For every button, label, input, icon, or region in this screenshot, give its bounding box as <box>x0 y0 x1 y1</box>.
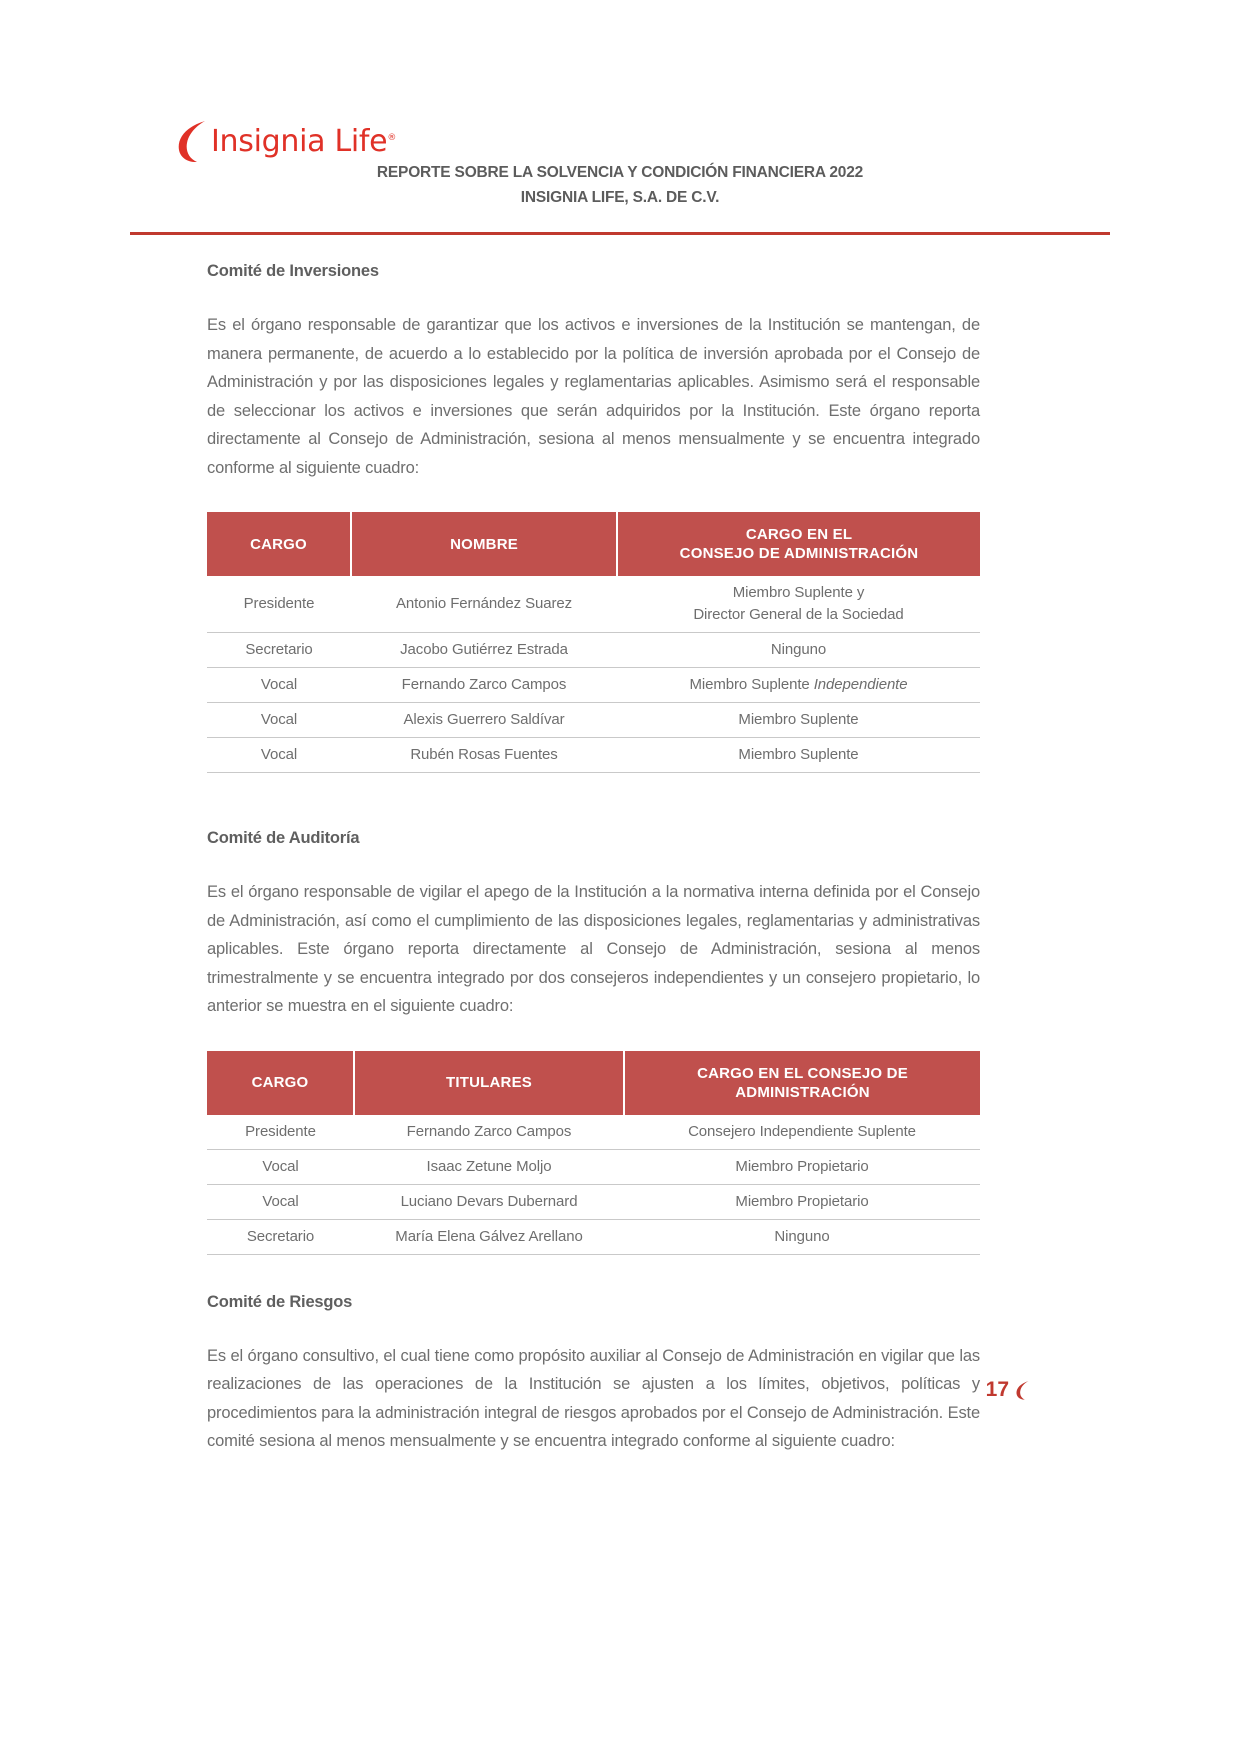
col-header-nombre: NOMBRE <box>351 512 617 576</box>
col-header-line-1: CARGO EN EL <box>745 526 853 543</box>
heading-comite-inversiones: Comité de Inversiones <box>207 262 379 280</box>
cell-titular: Isaac Zetune Moljo <box>354 1149 624 1184</box>
col-header-cargo: CARGO <box>207 1051 354 1115</box>
cell-cargo: Vocal <box>207 668 351 703</box>
cell-consejo-line-2: Director General de la Sociedad <box>693 606 904 623</box>
cell-cargo: Presidente <box>207 576 351 633</box>
cell-titular: Luciano Devars Dubernard <box>354 1184 624 1219</box>
cell-consejo: Ninguno <box>624 1219 980 1254</box>
col-header-line-2: CONSEJO DE ADMINISTRACIÓN <box>679 545 919 562</box>
table-row <box>207 668 980 703</box>
table-comite-auditoria <box>207 1051 980 1255</box>
cell-cargo: Vocal <box>207 738 351 773</box>
heading-comite-riesgos: Comité de Riesgos <box>207 1292 353 1311</box>
cell-cargo: Vocal <box>207 1184 354 1219</box>
table-header-row <box>207 1051 980 1115</box>
table-header-row <box>207 512 980 576</box>
col-header-line-1: CARGO EN EL CONSEJO DE <box>697 1064 908 1082</box>
table-row <box>207 576 980 633</box>
col-header-cargo-consejo <box>617 512 980 576</box>
cell-nombre: Alexis Guerrero Saldívar <box>351 703 617 738</box>
cell-cargo: Secretario <box>207 633 351 668</box>
cell-consejo: Ninguno <box>617 633 980 668</box>
cell-nombre: Jacobo Gutiérrez Estrada <box>351 633 617 668</box>
cell-consejo: Miembro Suplente <box>617 738 980 773</box>
cell-titular: Fernando Zarco Campos <box>354 1115 624 1150</box>
cell-consejo: Miembro Propietario <box>624 1184 980 1219</box>
header-title-line-2: INSIGNIA LIFE, S.A. DE C.V. <box>520 189 720 206</box>
paragraph-comite-inversiones: Es el órgano responsable de garantizar que los activos e inversiones de la Institución se mantengan, de manera permanente, de acuerdo a lo establecido por la política de inversión aprobada por el Consejo de Administración y por las disposiciones legales y reglamentarias aplicables. Asimismo será el responsable de seleccionar los activos e inversiones que serán adquiridos por la Institución. Este órgano reporta directamente al Consejo de Administración, sesiona al menos mensualmente y se encuentra integrado conforme al siguiente cuadro: <box>207 316 980 477</box>
cell-nombre: Fernando Zarco Campos <box>351 668 617 703</box>
page-number: 17 <box>985 1378 1009 1401</box>
page-content <box>207 262 980 1456</box>
col-header-cargo-consejo <box>624 1051 980 1115</box>
cell-cargo: Presidente <box>207 1115 354 1150</box>
paragraph-comite-auditoria: Es el órgano responsable de vigilar el apego de la Institución a la normativa interna definida por el Consejo de Administración, así como el cumplimiento de las disposiciones legales, reglamentarias y administrativas aplicables. Este órgano reporta directamente al Consejo de Administración, sesiona al menos trimestralmente y se encuentra integrado por dos consejeros independientes y un consejero propietario, lo anterior se muestra en el siguiente cuadro: <box>207 883 980 1015</box>
col-header-line-2: ADMINISTRACIÓN <box>735 1083 870 1101</box>
cell-consejo-italic: Independiente <box>813 676 908 693</box>
page-header <box>0 0 1240 270</box>
cell-consejo <box>617 668 980 703</box>
cell-nombre: Antonio Fernández Suarez <box>351 576 617 633</box>
logo-text <box>211 124 396 159</box>
table-row <box>207 1115 980 1150</box>
cell-nombre: Rubén Rosas Fuentes <box>351 738 617 773</box>
cell-cargo: Vocal <box>207 703 351 738</box>
cell-cargo: Vocal <box>207 1149 354 1184</box>
table-row <box>207 1219 980 1254</box>
cell-cargo: Secretario <box>207 1219 354 1254</box>
header-title-line-1: REPORTE SOBRE LA SOLVENCIA Y CONDICIÓN FINANCIERA 2022 <box>376 164 864 181</box>
col-header-cargo: CARGO <box>207 512 351 576</box>
heading-comite-auditoria: Comité de Auditoría <box>207 829 360 847</box>
cell-consejo: Miembro Suplente <box>617 703 980 738</box>
paragraph-comite-riesgos: Es el órgano consultivo, el cual tiene como propósito auxiliar al Consejo de Administración en vigilar que las realizaciones de las operaciones de la Institución se ajusten a los límites, objetivos, políticas y procedimientos para la administración integral de riesgos aprobados por el Consejo de Administración. Este comité sesiona al menos mensualmente y se encuentra integrado conforme al siguiente cuadro: <box>207 1346 980 1450</box>
company-logo <box>175 118 396 164</box>
header-divider <box>130 232 1110 235</box>
cell-titular: María Elena Gálvez Arellano <box>354 1219 624 1254</box>
table-row <box>207 703 980 738</box>
cell-consejo-line-1: Miembro Suplente y <box>732 584 865 601</box>
crescent-icon <box>1015 1380 1030 1400</box>
table-row <box>207 633 980 668</box>
cell-consejo <box>617 576 980 633</box>
logo-wordmark: Insignia Life <box>211 123 388 159</box>
table-comite-inversiones <box>207 512 980 773</box>
table-row <box>207 738 980 773</box>
table-row <box>207 1184 980 1219</box>
header-titles <box>0 160 1240 210</box>
cell-consejo: Miembro Propietario <box>624 1149 980 1184</box>
cell-consejo-text: Miembro Suplente <box>689 676 814 693</box>
crescent-icon <box>175 119 209 163</box>
page-footer <box>986 1378 1030 1402</box>
logo-trademark: ® <box>387 132 397 143</box>
cell-consejo: Consejero Independiente Suplente <box>624 1115 980 1150</box>
table-row <box>207 1149 980 1184</box>
col-header-titulares: TITULARES <box>354 1051 624 1115</box>
